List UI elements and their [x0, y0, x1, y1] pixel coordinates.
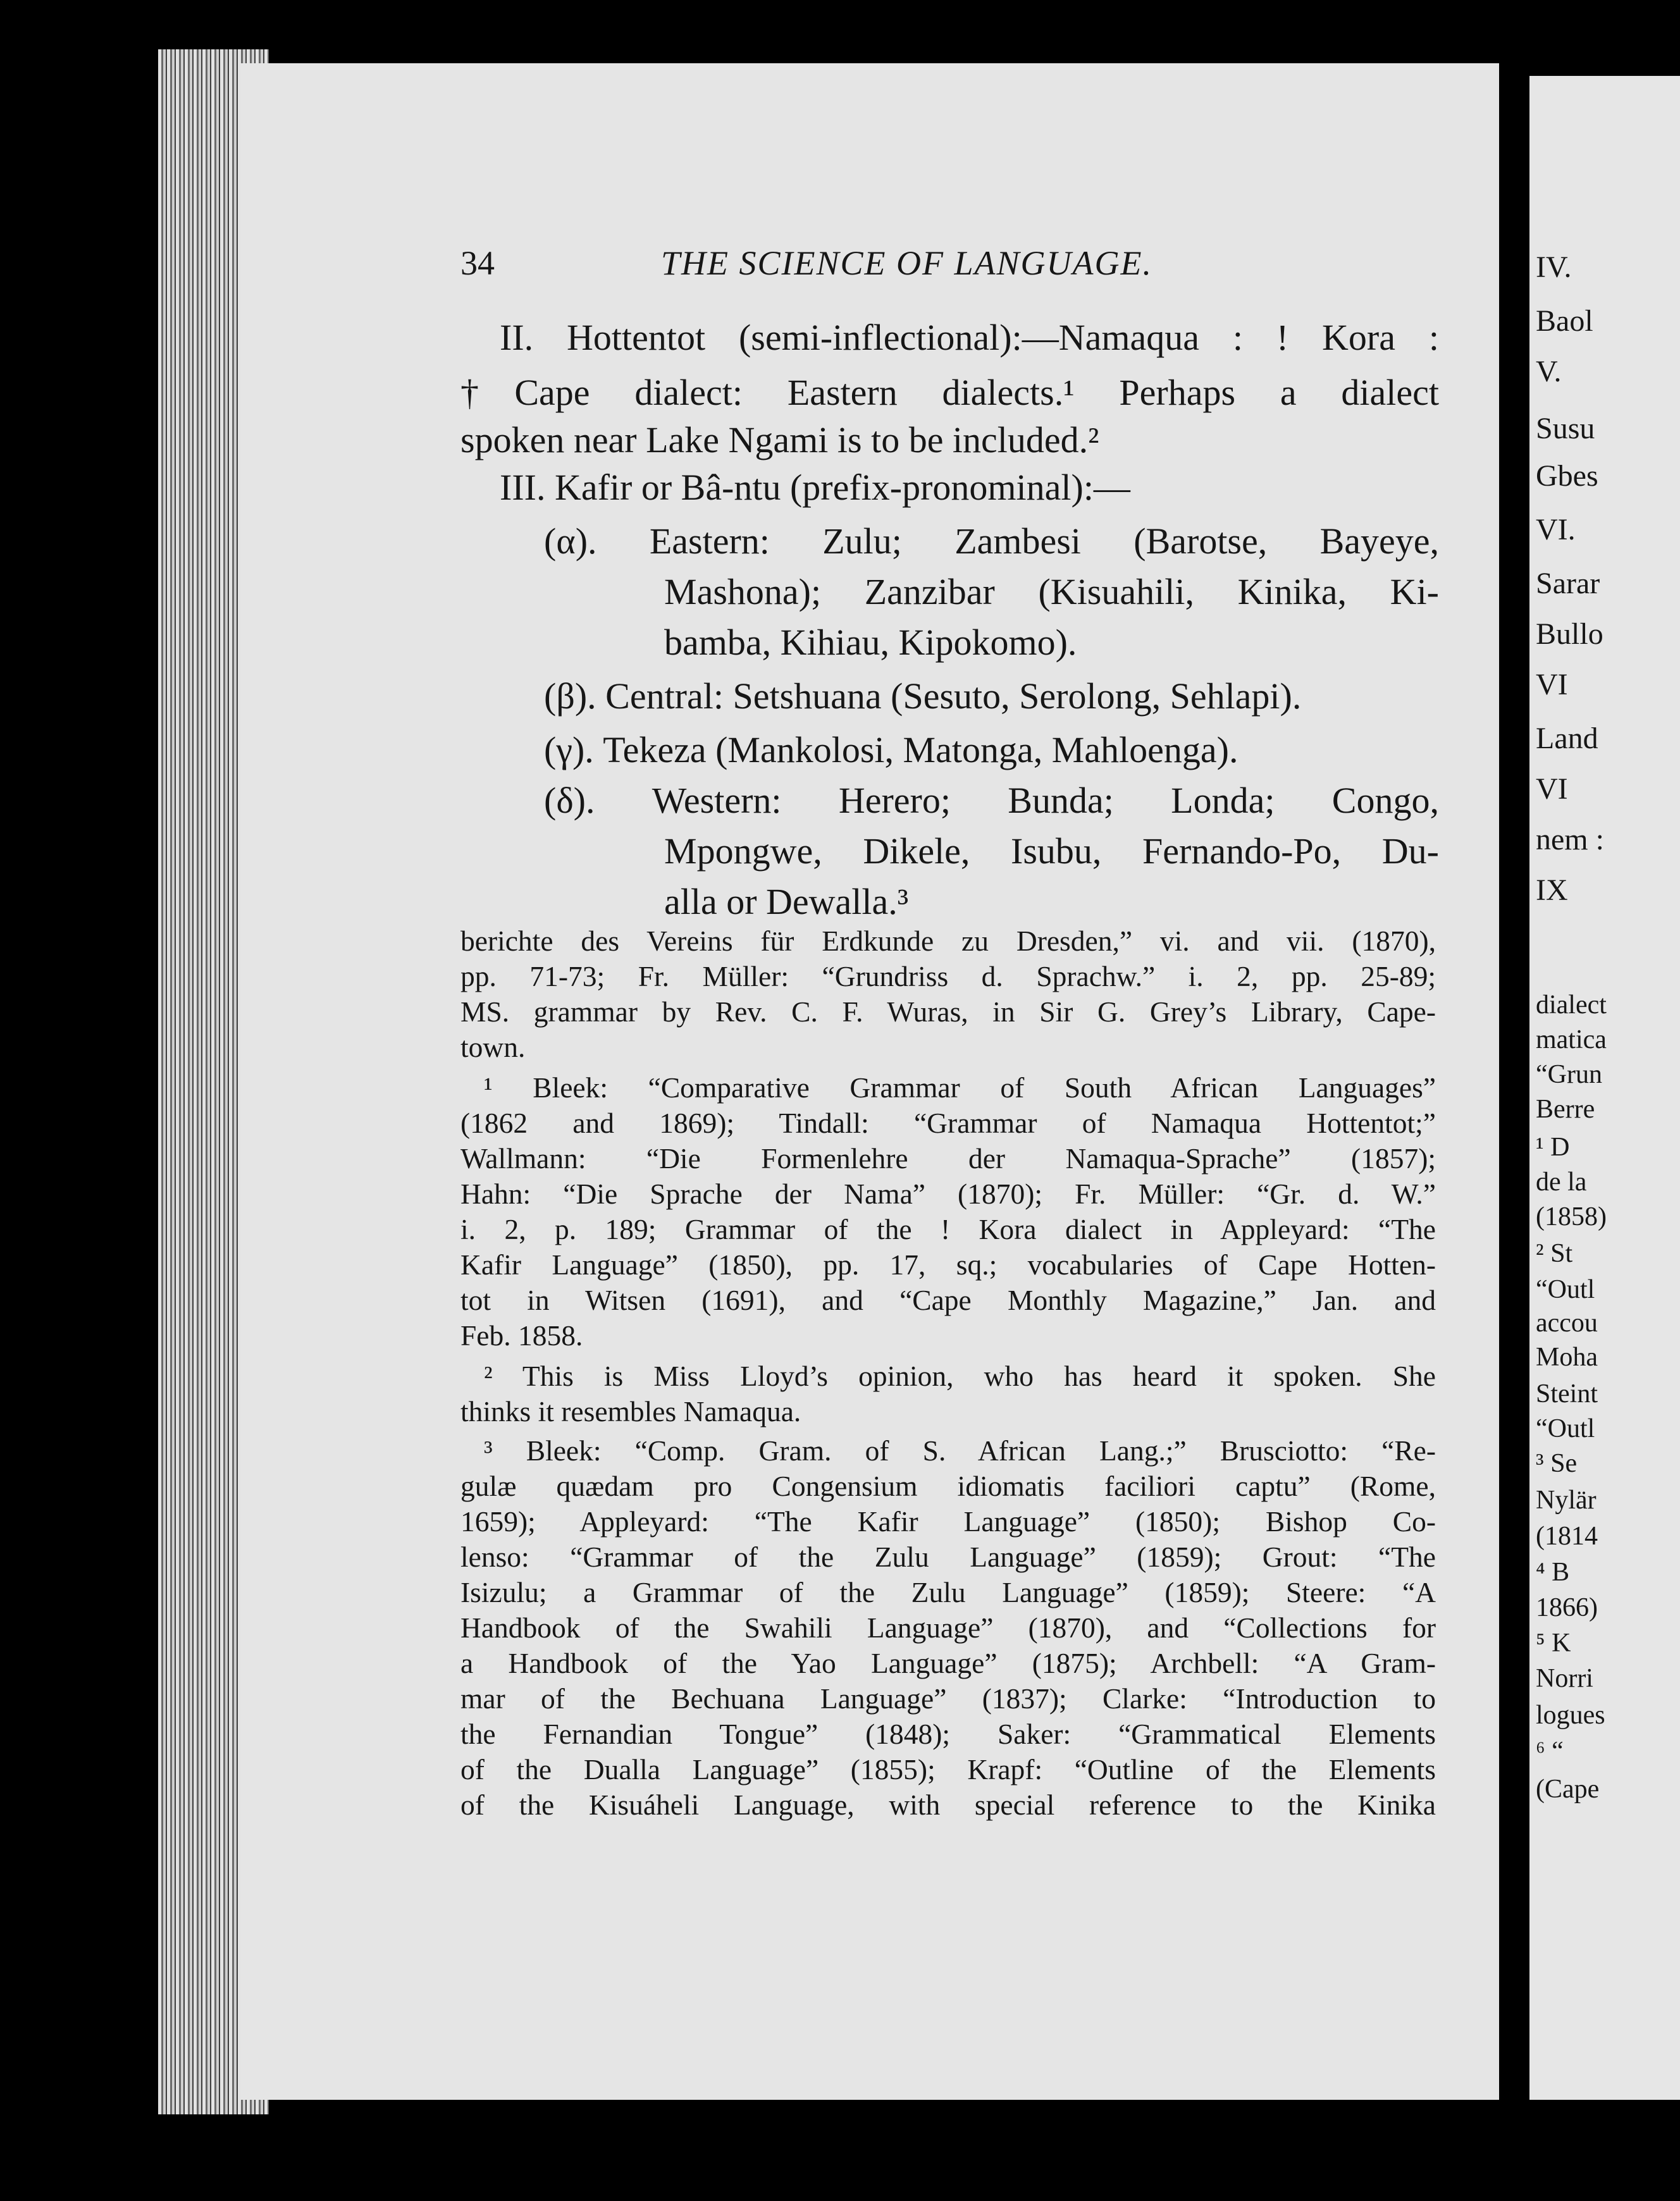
footnote-line: (1862 and 1869); Tindall: “Grammar of Namaqua Hottentot;”: [460, 1107, 1436, 1139]
facing-page-text: (1814: [1536, 1522, 1598, 1551]
facing-page-text: Norri: [1536, 1664, 1593, 1693]
body-line: (δ). Western: Herero; Bunda; Londa; Congo,: [544, 780, 1439, 821]
facing-page-text: ² St: [1536, 1239, 1573, 1268]
footnote-line: the Fernandian Tongue” (1848); Saker: “Grammatical Elements: [460, 1718, 1436, 1750]
footnote-line: lenso: “Grammar of the Zulu Language” (1859); Grout: “The: [460, 1541, 1436, 1573]
body-line: (γ). Tekeza (Mankolosi, Matonga, Mahloenga).: [544, 729, 1238, 770]
body-line: III. Kafir or Bâ-ntu (prefix-pronominal):—: [500, 467, 1130, 508]
footnote-line: i. 2, p. 189; Grammar of the ! Kora dialect in Appleyard: “The: [460, 1213, 1436, 1245]
facing-page-text: IV.: [1536, 250, 1572, 284]
facing-page-text: nem :: [1536, 823, 1604, 856]
footnote-line: pp. 71-73; Fr. Müller: “Grundriss d. Sprachw.” i. 2, pp. 25-89;: [460, 960, 1436, 992]
running-title: THE SCIENCE OF LANGUAGE.: [661, 244, 1152, 282]
facing-page-text: V.: [1536, 355, 1562, 388]
facing-page-text: Baol: [1536, 304, 1593, 338]
facing-page-text: (Cape: [1536, 1775, 1600, 1804]
facing-page-text: accou: [1536, 1309, 1598, 1338]
facing-page-text: VI: [1536, 668, 1568, 701]
footnote-line: berichte des Vereins für Erdkunde zu Dresden,” vi. and vii. (1870),: [460, 925, 1436, 957]
facing-page-text: ¹ D: [1536, 1133, 1570, 1162]
facing-page-text: Moha: [1536, 1343, 1598, 1372]
facing-page-text: de la: [1536, 1168, 1587, 1197]
facing-page-text: Gbes: [1536, 459, 1598, 493]
footnote-line: Hahn: “Die Sprache der Nama” (1870); Fr. Müller: “Gr. d. W.”: [460, 1178, 1436, 1210]
facing-page-text: Berre: [1536, 1095, 1595, 1124]
footnote-line: Kafir Language” (1850), pp. 17, sq.; vocabularies of Cape Hotten-: [460, 1248, 1436, 1281]
footnote-line: Feb. 1858.: [460, 1319, 583, 1352]
facing-page-text: ⁵ K: [1536, 1629, 1571, 1658]
body-line: II. Hottentot (semi-inflectional):—Namaqua : ! Kora :: [500, 317, 1439, 358]
facing-page-text: Bullo: [1536, 617, 1603, 651]
footnote-line: of the Kisuáheli Language, with special reference to the Kinika: [460, 1789, 1436, 1821]
body-line: (α). Eastern: Zulu; Zambesi (Barotse, Bayeye,: [544, 521, 1439, 562]
facing-page-fragment: [1529, 76, 1680, 2100]
facing-page-text: Sarar: [1536, 567, 1600, 600]
body-line: alla or Dewalla.³: [664, 881, 909, 922]
footnote-line: mar of the Bechuana Language” (1837); Clarke: “Introduction to: [460, 1682, 1436, 1715]
footnote-line: ² This is Miss Lloyd’s opinion, who has heard it spoken. She: [484, 1360, 1436, 1392]
footnote-line: MS. grammar by Rev. C. F. Wuras, in Sir G. Grey’s Library, Cape-: [460, 996, 1436, 1028]
page-number: 34: [460, 244, 495, 282]
body-line: †Cape dialect: Eastern dialects.¹ Perhaps a dialect: [460, 372, 1439, 413]
facing-page-text: matica: [1536, 1025, 1607, 1054]
facing-page-text: “Outl: [1536, 1414, 1595, 1443]
body-line: bamba, Kihiau, Kipokomo).: [664, 622, 1077, 663]
footnote-line: 1659); Appleyard: “The Kafir Language” (1850); Bishop Co-: [460, 1505, 1436, 1538]
footnote-line: tot in Witsen (1691), and “Cape Monthly Magazine,” Jan. and: [460, 1284, 1436, 1316]
body-line: Mashona); Zanzibar (Kisuahili, Kinika, Ki-: [664, 571, 1439, 612]
facing-page-text: VI: [1536, 772, 1568, 806]
facing-page-text: ⁶ “: [1536, 1737, 1564, 1766]
body-line: Mpongwe, Dikele, Isubu, Fernando-Po, Du-: [664, 830, 1439, 872]
body-line: spoken near Lake Ngami is to be included.²: [460, 419, 1099, 460]
facing-page-text: Steint: [1536, 1379, 1598, 1409]
footnote-line: Wallmann: “Die Formenlehre der Namaqua-Sprache” (1857);: [460, 1142, 1436, 1174]
footnote-line: town.: [460, 1031, 526, 1063]
body-line: (β). Central: Setshuana (Sesuto, Serolong, Sehlapi).: [544, 675, 1302, 717]
facing-page-text: VI.: [1536, 513, 1576, 546]
footnote-line: Handbook of the Swahili Language” (1870), and “Collections for: [460, 1612, 1436, 1644]
footnote-line: of the Dualla Language” (1855); Krapf: “Outline of the Elements: [460, 1753, 1436, 1785]
facing-page-text: logues: [1536, 1701, 1605, 1730]
facing-page-text: 1866): [1536, 1593, 1598, 1622]
footnote-line: thinks it resembles Namaqua.: [460, 1395, 801, 1427]
facing-page-text: ³ Se: [1536, 1449, 1578, 1478]
footnote-line: ¹ Bleek: “Comparative Grammar of South African Languages”: [484, 1071, 1436, 1104]
facing-page-text: “Outl: [1536, 1275, 1595, 1304]
facing-page-text: dialect: [1536, 990, 1607, 1020]
footnote-line: Isizulu; a Grammar of the Zulu Language” (1859); Steere: “A: [460, 1576, 1436, 1608]
footnote-line: gulæ quædam pro Congensium idiomatis faciliori captu” (Rome,: [460, 1470, 1436, 1502]
footnote-line: a Handbook of the Yao Language” (1875); Archbell: “A Gram-: [460, 1647, 1436, 1679]
facing-page-text: (1858): [1536, 1202, 1607, 1231]
facing-page-text: Susu: [1536, 412, 1595, 445]
facing-page-text: Land: [1536, 722, 1598, 755]
facing-page-text: Nylär: [1536, 1486, 1597, 1515]
facing-page-text: “Grun: [1536, 1060, 1602, 1089]
facing-page-text: ⁴ B: [1536, 1558, 1570, 1587]
footnote-line: ³ Bleek: “Comp. Gram. of S. African Lang.;” Brusciotto: “Re-: [484, 1434, 1436, 1467]
facing-page-text: IX: [1536, 873, 1568, 907]
